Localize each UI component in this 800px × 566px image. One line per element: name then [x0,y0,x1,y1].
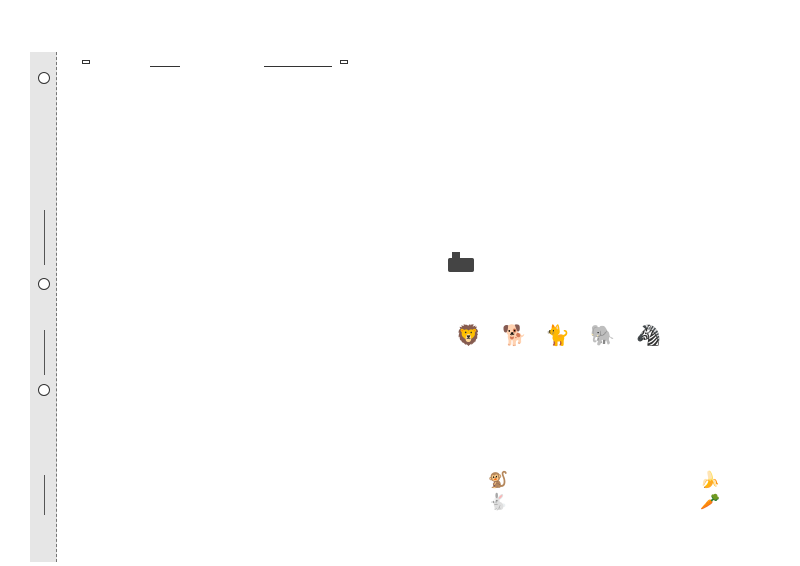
banana-icon: 🍌 [700,470,720,489]
monkey-icon: 🐒 [488,470,508,489]
binding-hole [38,384,50,396]
train-chimney [452,252,460,259]
name-line [44,475,45,515]
header-rule [264,66,332,67]
textbook-tag [82,60,90,64]
carrot-icon: 🥕 [700,492,720,511]
cat-icon: 🐈 [545,323,570,347]
grade-tag [340,60,348,64]
student-id-line [44,210,45,265]
train-engine [448,258,474,272]
dog-icon: 🐕 [502,323,527,347]
elephant-icon: 🐘 [590,323,615,347]
lion-icon: 🦁 [456,323,481,347]
binding-hole [38,278,50,290]
binding-hole [38,72,50,84]
header-rule [150,66,180,67]
zebra-icon: 🦓 [636,323,661,347]
rabbit-icon: 🐇 [488,492,508,511]
class-line [44,330,45,375]
